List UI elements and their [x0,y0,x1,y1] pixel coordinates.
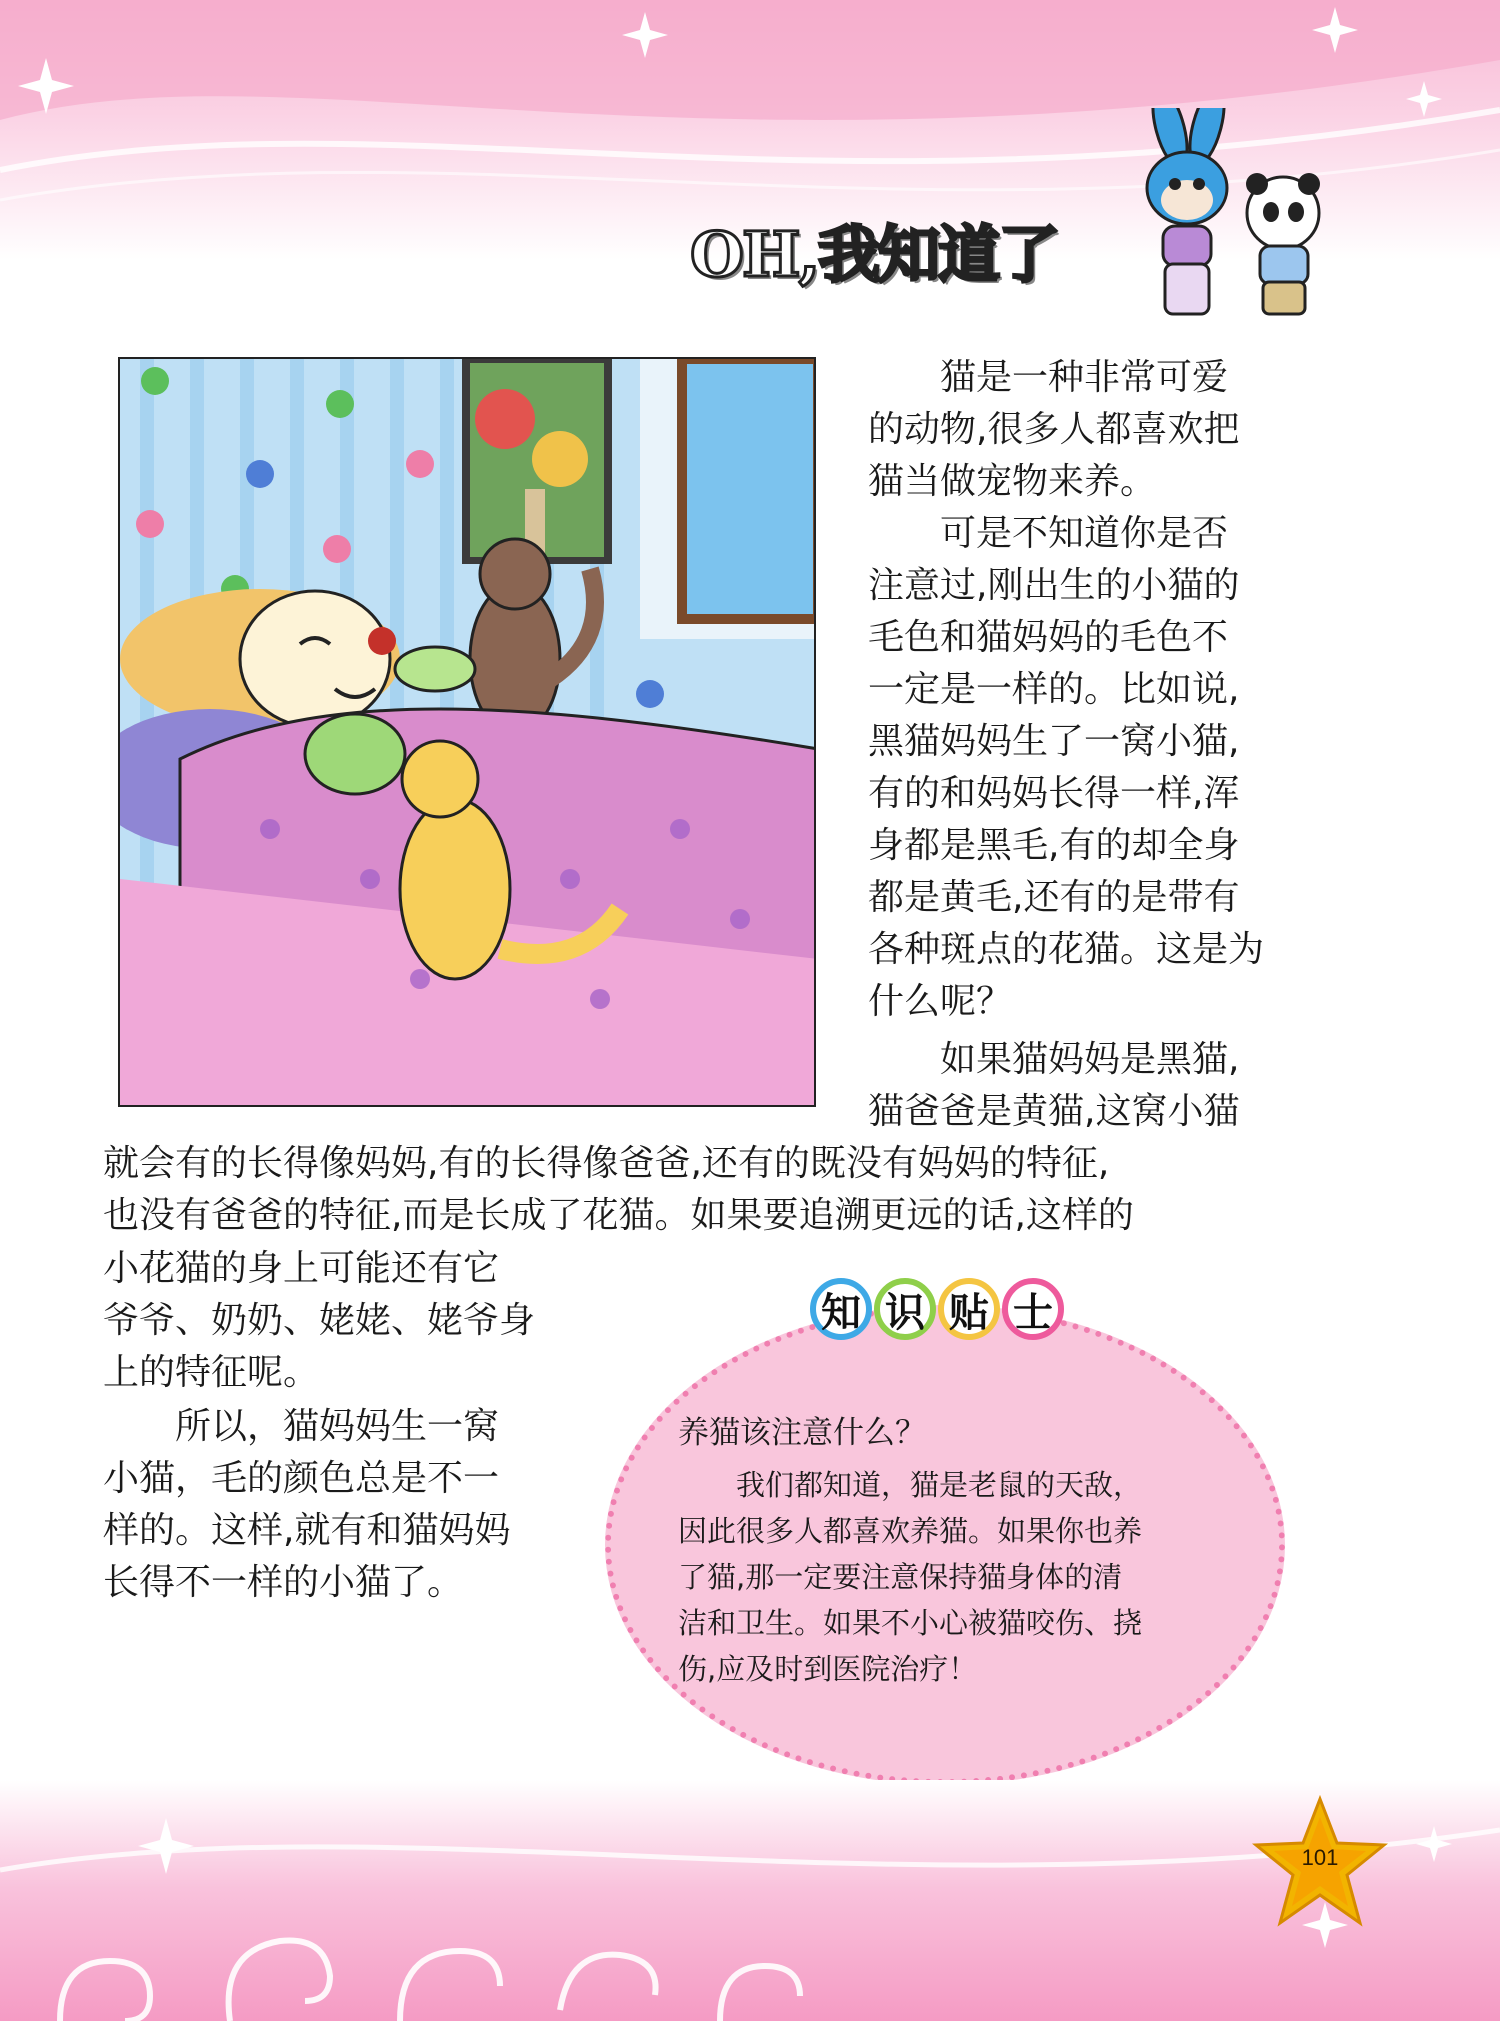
article-line: 各种斑点的花猫。这是为 [868,929,1265,970]
tips-line: 因此很多人都喜欢养猫。如果你也养 [678,1514,1143,1548]
article-line: 所以，猫妈妈生一窝 [103,1406,500,1447]
article-line: 猫是一种非常可爱 [868,357,1229,398]
article-line: 一定是一样的。比如说, [868,669,1240,710]
tips-line: 了猫,那一定要注意保持猫身体的清 [678,1560,1123,1594]
article-line: 注意过,刚出生的小猫的 [868,565,1240,606]
article-line: 有的和妈妈长得一样,浑 [868,773,1240,814]
article-line: 样的。这样,就有和猫妈妈 [103,1510,511,1551]
article-line: 长得不一样的小猫了。 [103,1562,464,1603]
tips-badge: 贴 [938,1278,1000,1340]
article-line: 的动物,很多人都喜欢把 [868,409,1240,450]
article-line: 如果猫妈妈是黑猫, [868,1039,1240,1080]
tips-badge: 识 [874,1278,936,1340]
tips-header [810,1278,1064,1346]
tips-line: 洁和卫生。如果不小心被猫咬伤、挠 [678,1606,1143,1640]
tips-question: 养猫该注意什么？ [678,1415,926,1451]
tips-line: 我们都知道，猫是老鼠的天敌， [678,1468,1143,1502]
page-number: 101 [1301,1845,1339,1870]
article-line: 也没有爸爸的特征,而是长成了花猫。如果要追溯更远的话,这样的 [103,1195,1134,1236]
article-line: 小猫，毛的颜色总是不一 [103,1458,500,1499]
article-line: 什么呢？ [868,981,1013,1022]
page-title: OH,我知道了 [690,218,1059,291]
article-line: 上的特征呢。 [103,1352,320,1393]
article-line: 就会有的长得像妈妈,有的长得像爸爸,还有的既没有妈妈的特征, [103,1143,1110,1184]
bedroom-cats-illustration [118,357,816,1107]
article-line: 小花猫的身上可能还有它 [103,1248,500,1289]
article-line: 爷爷、奶奶、姥姥、姥爷身 [103,1300,536,1341]
article-line: 猫当做宠物来养。 [868,461,1157,502]
article-line: 黑猫妈妈生了一窝小猫, [868,721,1240,762]
tips-badge: 士 [1002,1278,1064,1340]
tips-line: 伤,应及时到医院治疗！ [678,1652,978,1686]
article-line: 可是不知道你是否 [868,513,1229,554]
article-line: 毛色和猫妈妈的毛色不 [868,617,1229,658]
article-line: 都是黄毛,还有的是带有 [868,877,1240,918]
article-line: 猫爸爸是黄猫,这窝小猫 [868,1091,1240,1132]
tips-badge: 知 [810,1278,872,1340]
rabbit-panda-mascots-icon [1115,108,1345,328]
bedroom-cats-illustration-icon [120,359,816,1107]
article-line: 身都是黑毛,有的却全身 [868,825,1240,866]
